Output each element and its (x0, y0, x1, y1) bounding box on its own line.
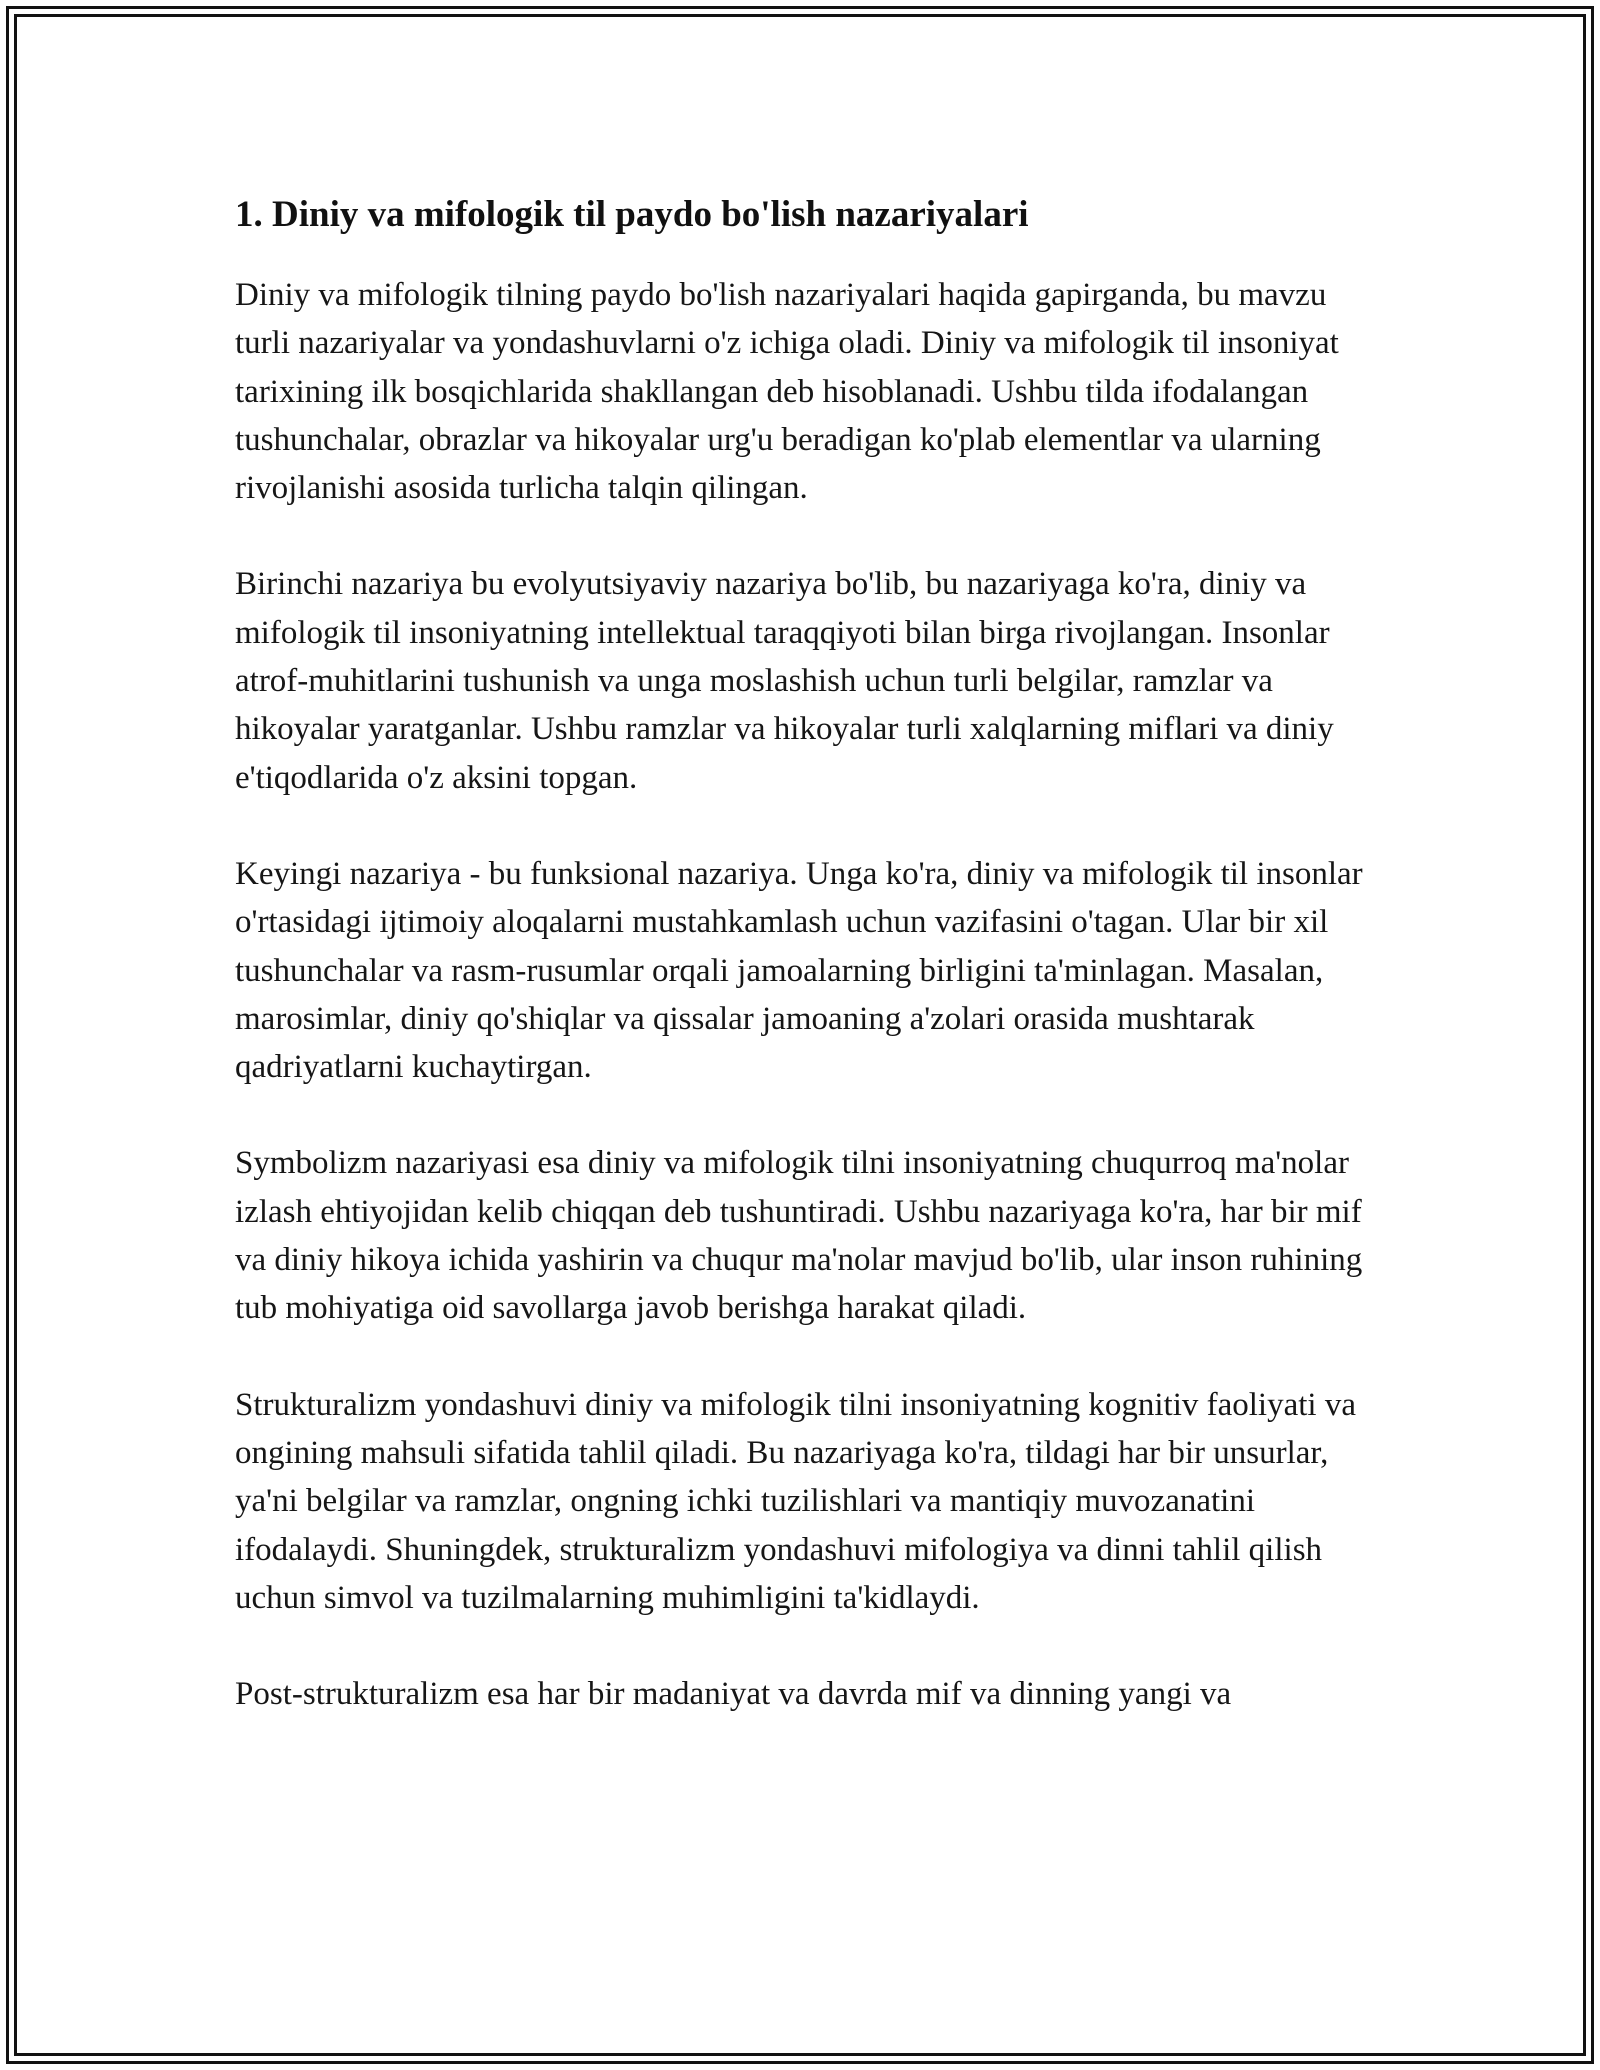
paragraph-functional-theory: Keyingi nazariya - bu funksional nazariya. Unga ko'ra, diniy va mifologik til insonlar o'rtasidagi ijtimoiy aloqalarni mustahkamlash uchun vazifasini o'tagan. Ular bir xil tushunchalar va rasm-rusumlar orqali jamoalarning birligini ta'minlagan. Masalan, marosimlar, diniy qo'shiqlar va qissalar jamoaning a'zolari orasida mushtarak qadriyatlarni kuchaytirgan. (235, 855, 1363, 1086)
paragraph-evolutionary-theory: Birinchi nazariya bu evolyutsiyaviy nazariya bo'lib, bu nazariyaga ko'ra, diniy va mifologik til insoniyatning intellektual taraqqiyoti bilan birga rivojlangan. Insonlar atrof-muhitlarini tushunish va unga moslashish uchun turli belgilar, ramzlar va hikoyalar yaratganlar. Ushbu ramzlar va hikoyalar turli xalqlarning miflari va diniy e'tiqodlarida o'z aksini topgan. (235, 566, 1334, 796)
section-heading: 1. Diniy va mifologik til paydo bo'lish nazariyalari (235, 194, 1029, 235)
paragraph-symbolism-theory: Symbolizm nazariyasi esa diniy va mifologik tilni insoniyatning chuqurroq ma'nolar izlash ehtiyojidan kelib chiqqan deb tushuntiradi. Ushbu nazariyaga ko'ra, har bir mif va diniy hikoya ichida yashirin va chuqur ma'nolar mavjud bo'lib, ular inson ruhining tub mohiyatiga oid savollarga javob berishga harakat qiladi. (235, 1145, 1363, 1327)
paragraph-intro: Diniy va mifologik tilning paydo bo'lish nazariyalari haqida gapirganda, bu mavzu turli nazariyalar va yondashuvlarni o'z ichiga oladi. Diniy va mifologik til insoniyat tarixining ilk bosqichlarida shakllangan deb hisoblanadi. Ushbu tilda ifodalangan tushunchalar, obrazlar va hikoyalar urg'u beradigan ko'plab elementlar va ularning rivojlanishi asosida turlicha talqin qilingan. (235, 277, 1339, 507)
document-body (235, 187, 1370, 1766)
paragraph-structuralism: Strukturalizm yondashuvi diniy va mifologik tilni insoniyatning kognitiv faoliyati va ongining mahsuli sifatida tahlil qiladi. Bu nazariyaga ko'ra, tildagi har bir unsurlar, ya'ni belgilar va ramzlar, ongning ichki tuzilishlari va mantiqiy muvozanatini ifodalaydi. Shuningdek, strukturalizm yondashuvi mifologiya va dinni tahlil qilish uchun simvol va tuzilmalarning muhimligini ta'kidlaydi. (235, 1386, 1356, 1616)
paragraph-post-structuralism: Post-strukturalizm esa har bir madaniyat va davrda mif va dinning yangi va (235, 1676, 1232, 1713)
